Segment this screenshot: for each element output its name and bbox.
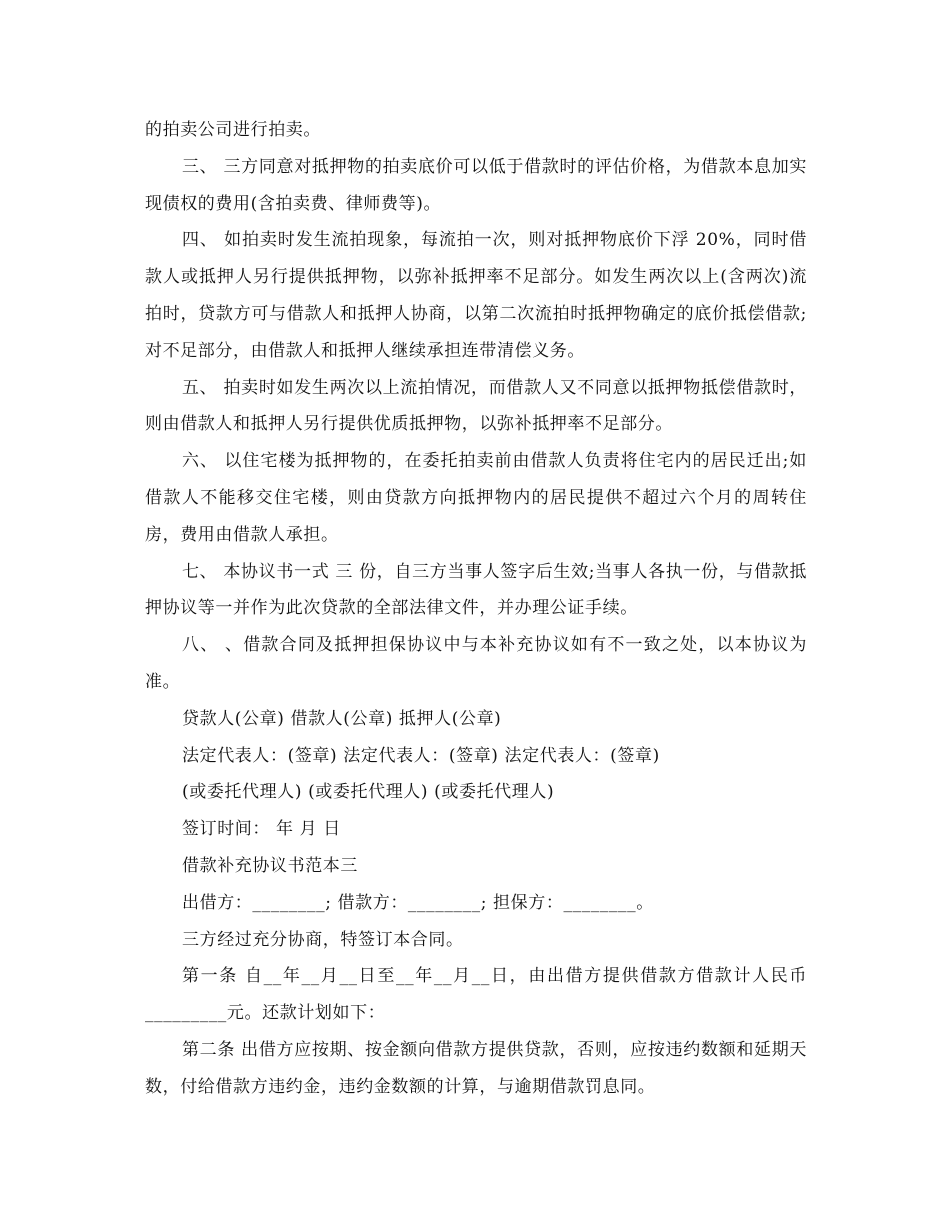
- paragraph-clause-8: 八、 、借款合同及抵押担保协议中与本补充协议如有不一致之处，以本协议为准。: [145, 635, 807, 692]
- document-body: [145, 112, 807, 1106]
- signature-representatives-line: 法定代表人：(签章) 法定代表人：(签章) 法定代表人：(签章): [182, 745, 660, 766]
- paragraph-clause-4: 四、 如拍卖时发生流拍现象，每流拍一次，则对抵押物底价下浮 20%，同时借款人或抵押人另行提供抵押物，以弥补抵押率不足部分。如发生两次以上(含两次)流拍时，贷款方可与借款人和抵押人协商，以第二次流拍时抵押物确定的底价抵偿借款;对不足部分，由借款人和抵押人继续承担连带清偿义务。: [145, 230, 807, 361]
- contract-preamble: 三方经过充分协商，特签订本合同。: [182, 929, 464, 950]
- paragraph-clause-3: 三、 三方同意对抵押物的拍卖底价可以低于借款时的评估价格，为借款本息加实现债权的费用(含拍卖费、律师费等)。: [145, 156, 807, 214]
- parties-blank-line: 出借方：________; 借款方：________; 担保方：________。: [182, 892, 654, 913]
- signing-date-line: 签订时间： 年 月 日: [182, 819, 341, 840]
- paragraph-clause-7: 七、 本协议书一式 三 份，自三方当事人签字后生效;当事人各执一份，与借款抵押协议等一并作为此次贷款的全部法律文件，并办理公证手续。: [145, 561, 807, 619]
- paragraph-clause-6: 六、 以住宅楼为抵押物的，在委托拍卖前由借款人负责将住宅内的居民迁出;如借款人不能移交住宅楼，则由贷款方向抵押物内的居民提供不超过六个月的周转住房，费用由借款人承担。: [145, 451, 807, 545]
- signature-agents-line: (或委托代理人) (或委托代理人) (或委托代理人): [182, 782, 555, 803]
- article-1: 第一条 自__年__月__日至__年__月__日，由出借方提供借款方借款计人民币_________元。还款计划如下：: [145, 966, 807, 1024]
- paragraph-auction-company-continued: 的拍卖公司进行拍卖。: [145, 120, 321, 140]
- signature-parties-line: 贷款人(公章) 借款人(公章) 抵押人(公章): [182, 708, 502, 729]
- paragraph-clause-5: 五、 拍卖时如发生两次以上流拍情况，而借款人又不同意以抵押物抵偿借款时，则由借款人和抵押人另行提供优质抵押物，以弥补抵押率不足部分。: [145, 377, 807, 435]
- template-three-title: 借款补充协议书范本三: [182, 855, 358, 876]
- article-2: 第二条 出借方应按期、按金额向借款方提供贷款，否则，应按违约数额和延期天数，付给借款方违约金，违约金数额的计算，与逾期借款罚息同。: [145, 1039, 807, 1097]
